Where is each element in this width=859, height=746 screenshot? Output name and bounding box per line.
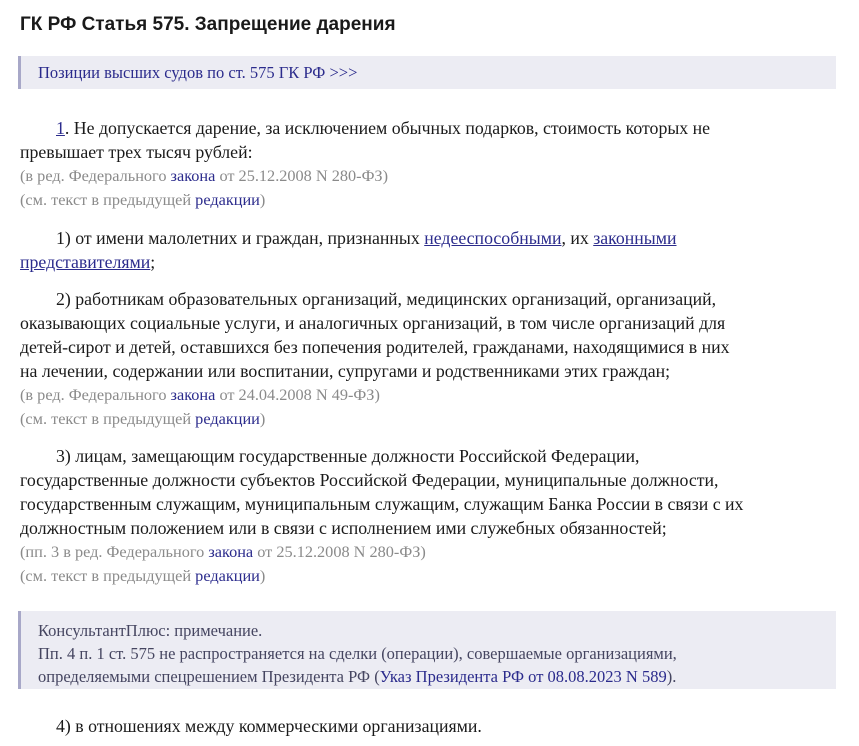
edition-note: (в ред. Федерального закона от 24.04.2008 N 49-ФЗ) bbox=[20, 385, 380, 404]
law-link[interactable]: закона bbox=[208, 542, 254, 561]
presidential-decree-link[interactable]: Указ Президента РФ от 08.08.2023 N 589 bbox=[379, 667, 667, 686]
previous-edition-link[interactable]: редакции bbox=[195, 566, 260, 585]
incapable-link[interactable]: недееспособными bbox=[424, 228, 562, 248]
court-positions-link[interactable]: Позиции высших судов по ст. 575 ГК РФ >>> bbox=[38, 63, 358, 82]
law-link[interactable]: закона bbox=[170, 166, 216, 185]
consultant-note-box: КонсультантПлюс: примечание. Пп. 4 п. 1 ст. 575 не распространяется на сделки (операции), совершаемые организациями, определяемыми спецрешением Президента РФ (Указ Президента РФ от 08.08.2023 N 589). bbox=[18, 611, 836, 689]
legal-representatives-link-part1[interactable]: законными bbox=[593, 228, 677, 248]
consultant-note-heading: КонсультантПлюс: примечание. bbox=[38, 621, 263, 640]
previous-edition-link[interactable]: редакции bbox=[195, 409, 260, 428]
edition-note: (пп. 3 в ред. Федерального закона от 25.12.2008 N 280-ФЗ) bbox=[20, 542, 426, 561]
paragraph-subitem-3: 3) лицам, замещающим государственные должности Российской Федерации, государственные должности субъектов Российской Федерации, муниципальные должности, государственным служащим, муниципальным служащим, служащим Банка России в связи с их должностным положением или в связи с исполнением ими служебных обязанностей; (пп. 3 в ред. Федерального закона от 25.12.2008 N 280-ФЗ) (см. текст в предыдущей редакции) bbox=[20, 444, 832, 588]
page-title: ГК РФ Статья 575. Запрещение дарения bbox=[20, 14, 396, 35]
paragraph-1: 1. Не допускается дарение, за исключением обычных подарков, стоимость которых не превышает трех тысяч рублей: (в ред. Федерального закона от 25.12.2008 N 280-ФЗ) (см. текст в предыдущей редакции) bbox=[20, 116, 832, 212]
law-link[interactable]: закона bbox=[170, 385, 216, 404]
item-1-number-link[interactable]: 1 bbox=[56, 118, 65, 138]
previous-edition-note: (см. текст в предыдущей редакции) bbox=[20, 409, 266, 428]
paragraph-subitem-4: 4) в отношениях между коммерческими организациями. bbox=[56, 716, 482, 736]
legal-representatives-link-part2[interactable]: представителями bbox=[20, 252, 151, 272]
previous-edition-note: (см. текст в предыдущей редакции) bbox=[20, 190, 266, 209]
edition-note: (в ред. Федерального закона от 25.12.2008 N 280-ФЗ) bbox=[20, 166, 389, 185]
previous-edition-note: (см. текст в предыдущей редакции) bbox=[20, 566, 266, 585]
previous-edition-link[interactable]: редакции bbox=[195, 190, 260, 209]
positions-box bbox=[18, 56, 836, 89]
paragraph-subitem-1: 1) от имени малолетних и граждан, признанных недееспособными, их законными представителями; bbox=[20, 228, 677, 272]
paragraph-subitem-2: 2) работникам образовательных организаций, медицинских организаций, организаций, оказывающих социальные услуги, и аналогичных организаций, в том числе организаций для детей-сирот и детей, оставшихся без попечения родителей, гражданами, находящимися в них на лечении, содержании или воспитании, супругами и родственниками этих граждан; (в ред. Федерального закона от 24.04.2008 N 49-ФЗ) (см. текст в предыдущей редакции) bbox=[20, 287, 832, 431]
